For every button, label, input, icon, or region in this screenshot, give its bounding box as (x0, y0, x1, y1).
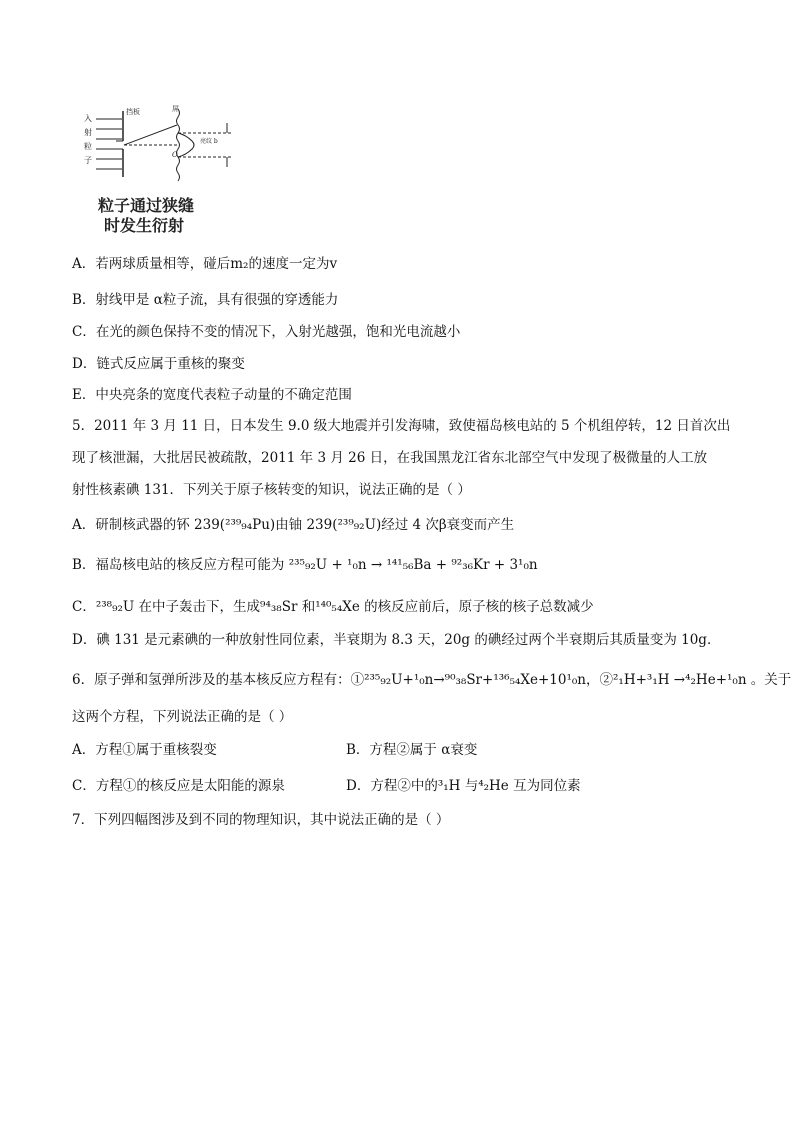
q5-option-d: D．碘 131 是元素碘的一种放射性同位素，半衰期为 8.3 天，20g 的碘经过两个半衰期后其质量变为 10g． (72, 632, 721, 648)
q5-option-c: C．²³⁸₉₂U 在中子轰击下，生成⁹⁴₃₈Sr 和¹⁴⁰₅₄Xe 的核反应前后，原子核的核子总数减少 (72, 599, 594, 615)
q4-option-c: C．在光的颜色保持不变的情况下，入射光越强，饱和光电流越小 (72, 324, 461, 340)
slit-diffraction-diagram (82, 105, 242, 195)
svg-text:亮纹 b: 亮纹 b (200, 138, 218, 145)
q4-option-a: A．若两球质量相等，碰后m₂的速度一定为v (72, 256, 338, 272)
q5-stem-line2: 现了核泄漏，大批居民被疏散，2011 年 3 月 26 日，在我国黑龙江省东北部空气中发现了极微量的人工放 (72, 450, 708, 466)
q4-option-e: E．中央亮条的宽度代表粒子动量的不确定范围 (72, 387, 352, 403)
q5-stem-line1: 5．2011 年 3 月 11 日，日本发生 9.0 级大地震并引发海啸，致使福岛核电站的 5 个机组停转，12 日首次出 (72, 418, 731, 434)
q6-option-b: B．方程②属于 α衰变 (346, 742, 478, 758)
q4-option-b: B．射线甲是 α粒子流，具有很强的穿透能力 (72, 292, 339, 308)
figure-caption: 粒子通过狭缝 时发生衍射 (98, 196, 195, 235)
q6-option-a: A．方程①属于重核裂变 (72, 742, 217, 758)
label-ru: 入 (84, 114, 92, 123)
svg-text:屏: 屏 (172, 105, 179, 113)
q5-option-b: B．福岛核电站的核反应方程可能为 ²³⁵₉₂U + ¹₀n → ¹⁴¹₅₆Ba + ⁹²₃₆Kr + 3¹₀n (72, 557, 538, 573)
q6-stem-line2: 这两个方程，下列说法正确的是（ ） (72, 709, 293, 725)
q7-stem: 7．下列四幅图涉及到不同的物理知识，其中说法正确的是（ ） (72, 812, 450, 828)
svg-text:子: 子 (84, 156, 92, 165)
q6-option-d: D．方程②中的³₁H 与⁴₂He 互为同位素 (346, 778, 581, 794)
svg-text:粒: 粒 (84, 142, 92, 151)
svg-text:射: 射 (84, 128, 92, 137)
svg-text:挡板: 挡板 (126, 108, 140, 116)
q4-option-d: D．链式反应属于重核的聚变 (72, 356, 245, 372)
svg-text:O: O (172, 151, 178, 159)
q5-stem-line3: 射性核素碘 131．下列关于原子核转变的知识，说法正确的是（ ） (72, 482, 471, 498)
q5-option-a: A．研制核武器的钚 239(²³⁹₉₄Pu)由铀 239(²³⁹₉₂U)经过 4 次β衰变而产生 (72, 517, 515, 533)
q6-option-c: C．方程①的核反应是太阳能的源泉 (72, 778, 285, 794)
q6-stem-line1: 6．原子弹和氢弹所涉及的基本核反应方程有：①²³⁵₉₂U+¹₀n→⁹⁰₃₈Sr+¹³⁶₅₄Xe+10¹₀n，②²₁H+³₁H →⁴₂He+¹₀n 。关于 (72, 672, 792, 688)
